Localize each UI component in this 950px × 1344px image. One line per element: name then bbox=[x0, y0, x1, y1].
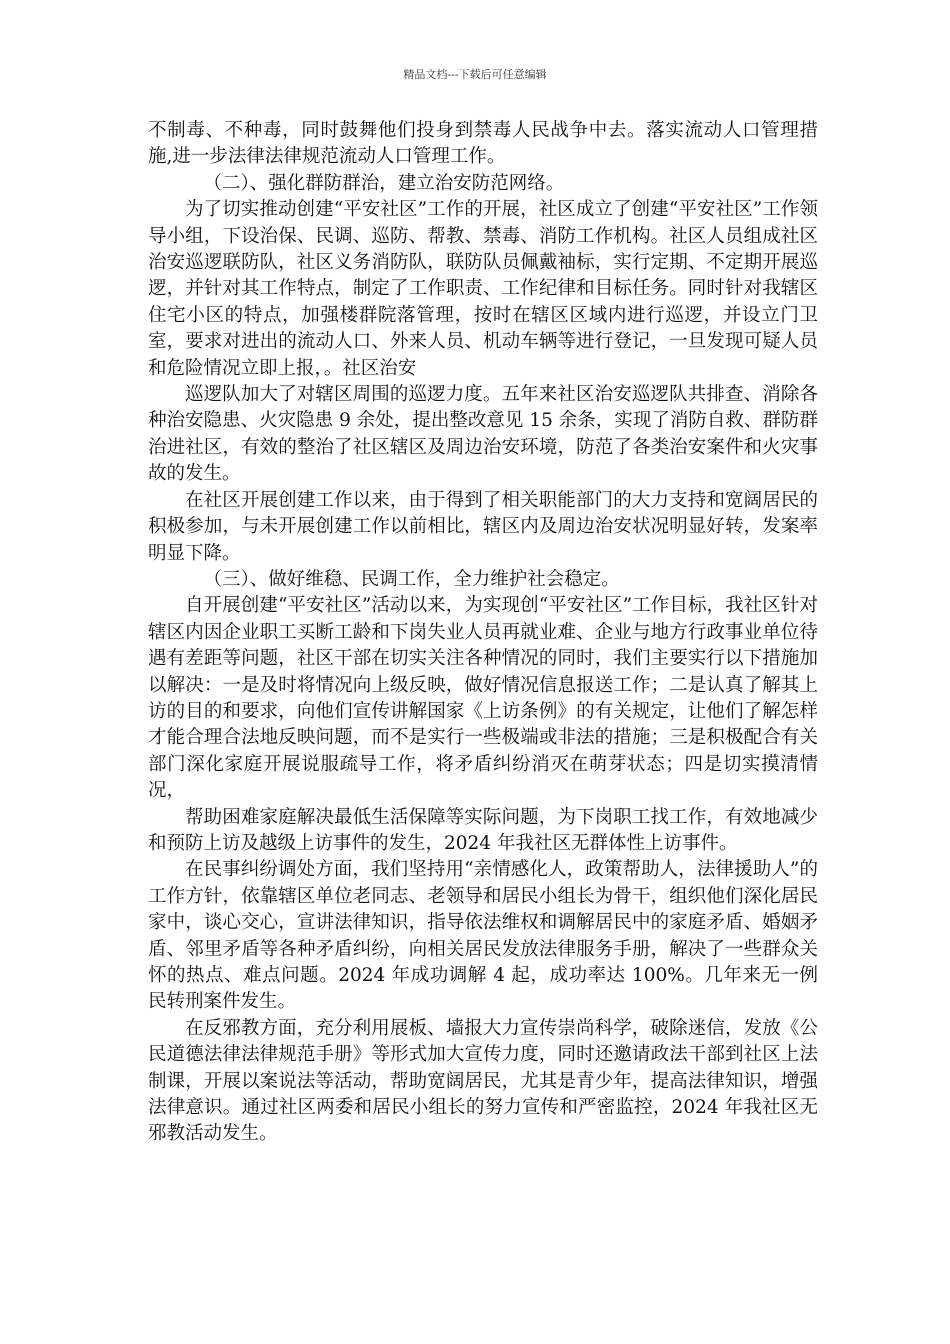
paragraph: 帮助困难家庭解决最低生活保障等实际问题，为下岗职工找工作，有效地减少和预防上访及越级上访事件的发生，2024 年我社区无群体性上访事件。 bbox=[148, 806, 818, 854]
section-heading: （三）、做好维稳、民调工作，全力维护社会稳定。 bbox=[203, 568, 620, 590]
page-header: 精品文档---下载后可任意编辑 bbox=[403, 68, 547, 81]
paragraph: 在民事纠纷调处方面，我们坚持用“亲情感化人，政策帮助人，法律援助人”的工作方针，依靠辖区单位老同志、老领导和居民小组长为骨干，组织他们深化居民家中，谈心交心，宣讲法律知识，指导依法维权和调解居民中的家庭矛盾、婚姻矛盾、邻里矛盾等各种矛盾纠纷，向相关居民发放法律服务手册，解决了一些群众关怀的热点、难点问题。2024 年成功调解 4 起，成功率达 100%。几年来无一例民转刑案件发生。 bbox=[148, 859, 818, 1013]
paragraph: 巡逻队加大了对辖区周围的巡逻力度。五年来社区治安巡逻队共排查、消除各种治安隐患、火灾隐患 9 余处，提出整改意见 15 余条，实现了消防自救、群防群治进社区，有效的整治了社区辖区及周边治安环境，防范了各类治安案件和火灾事故的发生。 bbox=[148, 384, 818, 485]
paragraph: 在反邪教方面，充分利用展板、墙报大力宣传崇尚科学，破除迷信，发放《公民道德法律法律规范手册》等形式加大宣传力度，同时还邀请政法干部到社区上法制课，开展以案说法等活动，帮助宽阔居民，尤其是青少年，提高法律知识，增强法律意识。通过社区两委和居民小组长的努力宣传和严密监控，2024 年我社区无邪教活动发生。 bbox=[148, 1017, 818, 1145]
section-heading: （二）、强化群防群治，建立治安防范网络。 bbox=[203, 172, 565, 194]
document-body bbox=[148, 118, 818, 1148]
paragraph: 为了切实推动创建“平安社区”工作的开展，社区成立了创建“平安社区”工作领导小组，下设治保、民调、巡防、帮教、禁毒、消防工作机构。社区人员组成社区治安巡逻联防队，社区义务消防队，联防队员佩戴袖标，实行定期、不定期开展巡逻，并针对其工作特点，制定了工作职责、工作纪律和目标任务。同时针对我辖区住宅小区的特点，加强楼群院落管理，按时在辖区区域内进行巡逻，并设立门卫室，要求对进出的流动人口、外来人员、机动车辆等进行登记，一旦发现可疑人员和危险情况立即上报，。社区治安 bbox=[148, 199, 818, 379]
paragraph: 不制毒、不种毒，同时鼓舞他们投身到禁毒人民战争中去。落实流动人口管理措施,进一步法律法律规范流动人口管理工作。 bbox=[148, 120, 818, 168]
paragraph: 自开展创建“平安社区”活动以来，为实现创“平安社区”工作目标，我社区针对辖区内因企业职工买断工龄和下岗失业人员再就业难、企业与地方行政事业单位待遇有差距等问题，社区干部在切实关注各种情况的同时，我们主要实行以下措施加以解决：一是及时将情况向上级反映，做好情况信息报送工作；二是认真了解其上访的目的和要求，向他们宣传讲解国家《上访条例》的有关规定，让他们了解怎样才能合理合法地反映问题，而不是实行一些极端或非法的措施；三是积极配合有关部门深化家庭开展说服疏导工作，将矛盾纠纷消灭在萌芽状态；四是切实摸清情况， bbox=[148, 595, 818, 802]
paragraph: 在社区开展创建工作以来，由于得到了相关职能部门的大力支持和宽阔居民的积极参加，与未开展创建工作以前相比，辖区内及周边治安状况明显好转，发案率明显下降。 bbox=[148, 489, 818, 564]
